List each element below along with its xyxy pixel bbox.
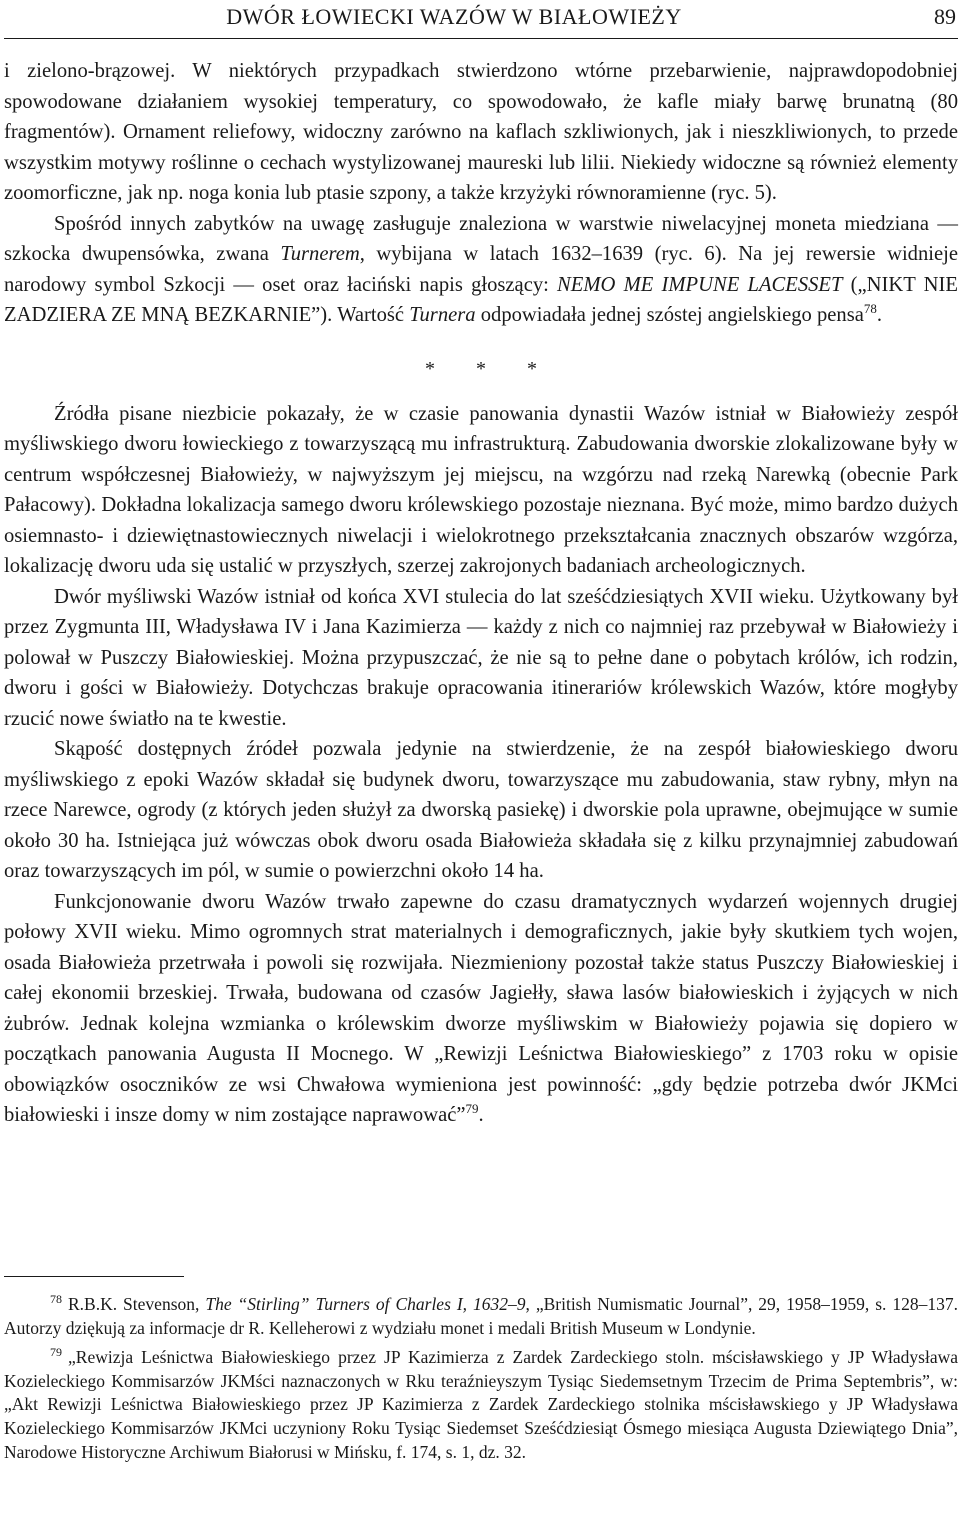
italic-term: Turnera <box>409 304 476 326</box>
running-head <box>4 2 958 32</box>
paragraph-text: i zielono-brązowej. W niektórych przypadkach stwierdzono wtórne przebarwienie, najprawdopodobniej spowodowane działaniem wysokiej temperatury, co spowodowało, że kafle miały barwę brunatną (80 fragmentów). Ornament reliefowy, widoczny zarówno na kaflach szkliwionych, jak i nieszkliwionych, to przede wszystkim motywy roślinne o cechach wystylizowanej maureski lub lilii. Niekiedy widoczne są również elementy zoomorficzne, jak np. noga konia lub ptasie szpony, a także krzyżyki równoramienne (ryc. 5). <box>4 60 958 204</box>
footnote-number: 79 <box>50 1345 62 1360</box>
footnote-ref-78[interactable]: 78 <box>863 301 877 316</box>
paragraph-text: . <box>876 304 883 326</box>
italic-motto: NEMO ME IMPUNE LACESSET <box>557 273 843 296</box>
paragraph-manor-functioning <box>4 887 958 1131</box>
footnote-ref-79[interactable]: 79 <box>465 1101 479 1116</box>
main-text <box>4 56 958 1131</box>
page-number: 89 <box>934 4 956 29</box>
footnote-78 <box>4 1293 958 1340</box>
paragraph-text: odpowiadała jednej szóstej angielskiego pensa <box>475 304 864 326</box>
footnote-text: R.B.K. Stevenson, <box>68 1294 206 1314</box>
paragraph-text: Spośród innych zabytków na uwagę zasługuje znaleziona w warstwie niwelacyjnej moneta miedziana — szkocka dwupensówka, zwana <box>4 212 958 265</box>
footnote-text: „Rewizja Leśnictwa Białowieskiego przez JP Kazimierza z Zardek Zardeckiego stoln. mścisławskiego y JP Władysława Kozieleckiego Kommisarzów JKMści naznaczonych w Rku teraźnieyszym Tysiąc Siedemsetnym Trzecim de Prima Septembris”, w: „Akt Rewizji Leśnictwa Białowieskiego przez JP Kazimierza z Zardek Zardeckiego stolnika mścisławskiego y JP Władysława Kozieleckiego Kommisarzów JKMci uczyniony Roku Tysiąc Siedemset Sześćdziesiąt Ósmego miesiąca Augusta Dziewiątego Dnia”, Narodowe Historyczne Archiwum Białorusi w Mińsku, f. 174, s. 1, dz. 32. <box>4 1347 958 1462</box>
paragraph-written-sources <box>4 399 958 582</box>
paragraph-hunting-manor <box>4 582 958 735</box>
paragraph-sources-scarcity <box>4 734 958 887</box>
paragraph-text: Skąpość dostępnych źródeł pozwala jedynie na stwierdzenie, że na zespół białowieskiego dworu myśliwskiego z epoki Wazów składał się budynek dworu, towarzyszące mu zabudowania, staw rybny, młyn na rzece Narewce, ogrody (z których jeden służył za dworską pasiekę) i dworskie pola uprawne, obejmujące w sumie około 30 ha. Istniejąca już wówczas obok dworu osada Białowieża składała się z kilku przynajmniej zabudowań oraz towarzyszących im pól, w sumie o powierzchni około 14 ha. <box>4 738 958 882</box>
footnotes <box>4 1293 958 1470</box>
paragraph-text: . <box>478 1104 484 1126</box>
section-separator: * * * <box>425 357 555 380</box>
footnote-rule <box>4 1276 184 1277</box>
footnote-italic-title: The “Stirling” Turners of Charles I, 1632–9 <box>205 1294 526 1314</box>
paragraph-ceramic-tiles <box>4 56 958 209</box>
paragraph-text: , wybijana w latach 1632–1639 (ryc. 6). Na jej rewersie widnieje narodowy symbol Szkocji — oset oraz łaciński napis głoszący: <box>4 243 958 296</box>
paragraph-text: Źródła pisane niezbicie pokazały, że w czasie panowania dynastii Wazów istniał w Białowieży zespół myśliwskiego dworu łowieckiego z towarzyszącą mu infrastrukturą. Zabudowania dworskie zlokalizowane były w centrum współczesnej Białowieży, w najwyższym jej miejscu, na wzgórzu nad rzeką Narewką (obecnie Park Pałacowy). Dokładna lokalizacja samego dworu królewskiego pozostaje nieznana. Być może, mimo bardzo dużych osiemnasto- i dziewiętnastowiecznych niwelacji i wielokrotnego przekształcania znacznych obszarów wzgórza, lokalizację dworu uda się ustalić w przyszłych, szerzej zakrojonych badaniach archeologicznych. <box>4 402 958 577</box>
paragraph-text: Funkcjonowanie dworu Wazów trwało zapewne do czasu dramatycznych wydarzeń wojennych drugiej połowy XVII wieku. Mimo ogromnych strat materialnych i demograficznych, jakie były skutkiem tych wojen, osada Białowieża przetrwała i powoli się rozwijała. Niezmieniony pozostał także status Puszczy Białowieskiej i całej ekonomii brzeskiej. Trwała, budowana od czasów Jagiełły, sława lasów białowieskich i żyjących w nich żubrów. Jednak kolejna wzmianka o królewskim dworze myśliwskim w Białowieży pojawia się dopiero w początkach panowania Augusta II Mocnego. W „Rewizji Leśnictwa Białowieskiego” z 1703 roku w opisie obowiązków osoczników ze wsi Chwałowa wymieniona jest powinność: „gdy będzie potrzeba dwór JKMci białowieski i insze domy w nim zostające naprawować” <box>4 890 958 1126</box>
header-rule <box>4 38 958 39</box>
running-title: DWÓR ŁOWIECKI WAZÓW W BIAŁOWIEŻY <box>226 4 682 29</box>
italic-term: Turnerem <box>280 243 360 265</box>
footnote-79 <box>4 1346 958 1464</box>
footnote-text: , „British Numismatic Journal”, 29, 1958–1959, s. 128–137. Autorzy dziękują za informacje dr R. Kelleherowi z wydziału monet i medali British Museum w Londynie. <box>4 1294 958 1338</box>
paragraph-coin <box>4 209 958 331</box>
paragraph-text: („NIKT NIE ZADZIERA ZE MNĄ BEZKARNIE”). Wartość <box>4 273 958 326</box>
paragraph-text: Dwór myśliwski Wazów istniał od końca XVI stulecia do lat sześćdziesiątych XVII wieku. Użytkowany był przez Zygmunta III, Władysława IV i Jana Kazimierza — każdy z nich co najmniej raz przebywał w Białowieży i polował w Puszczy Białowieskiej. Można przypuszczać, że nie są to pełne dane o pobytach królów, ich rodzin, dworu i gości w Białowieży. Dotychczas brakuje opracowania itinerariów królewskich Wazów, które mogłyby rzucić nowe światło na te kwestie. <box>4 585 958 730</box>
footnote-number: 78 <box>50 1292 62 1306</box>
